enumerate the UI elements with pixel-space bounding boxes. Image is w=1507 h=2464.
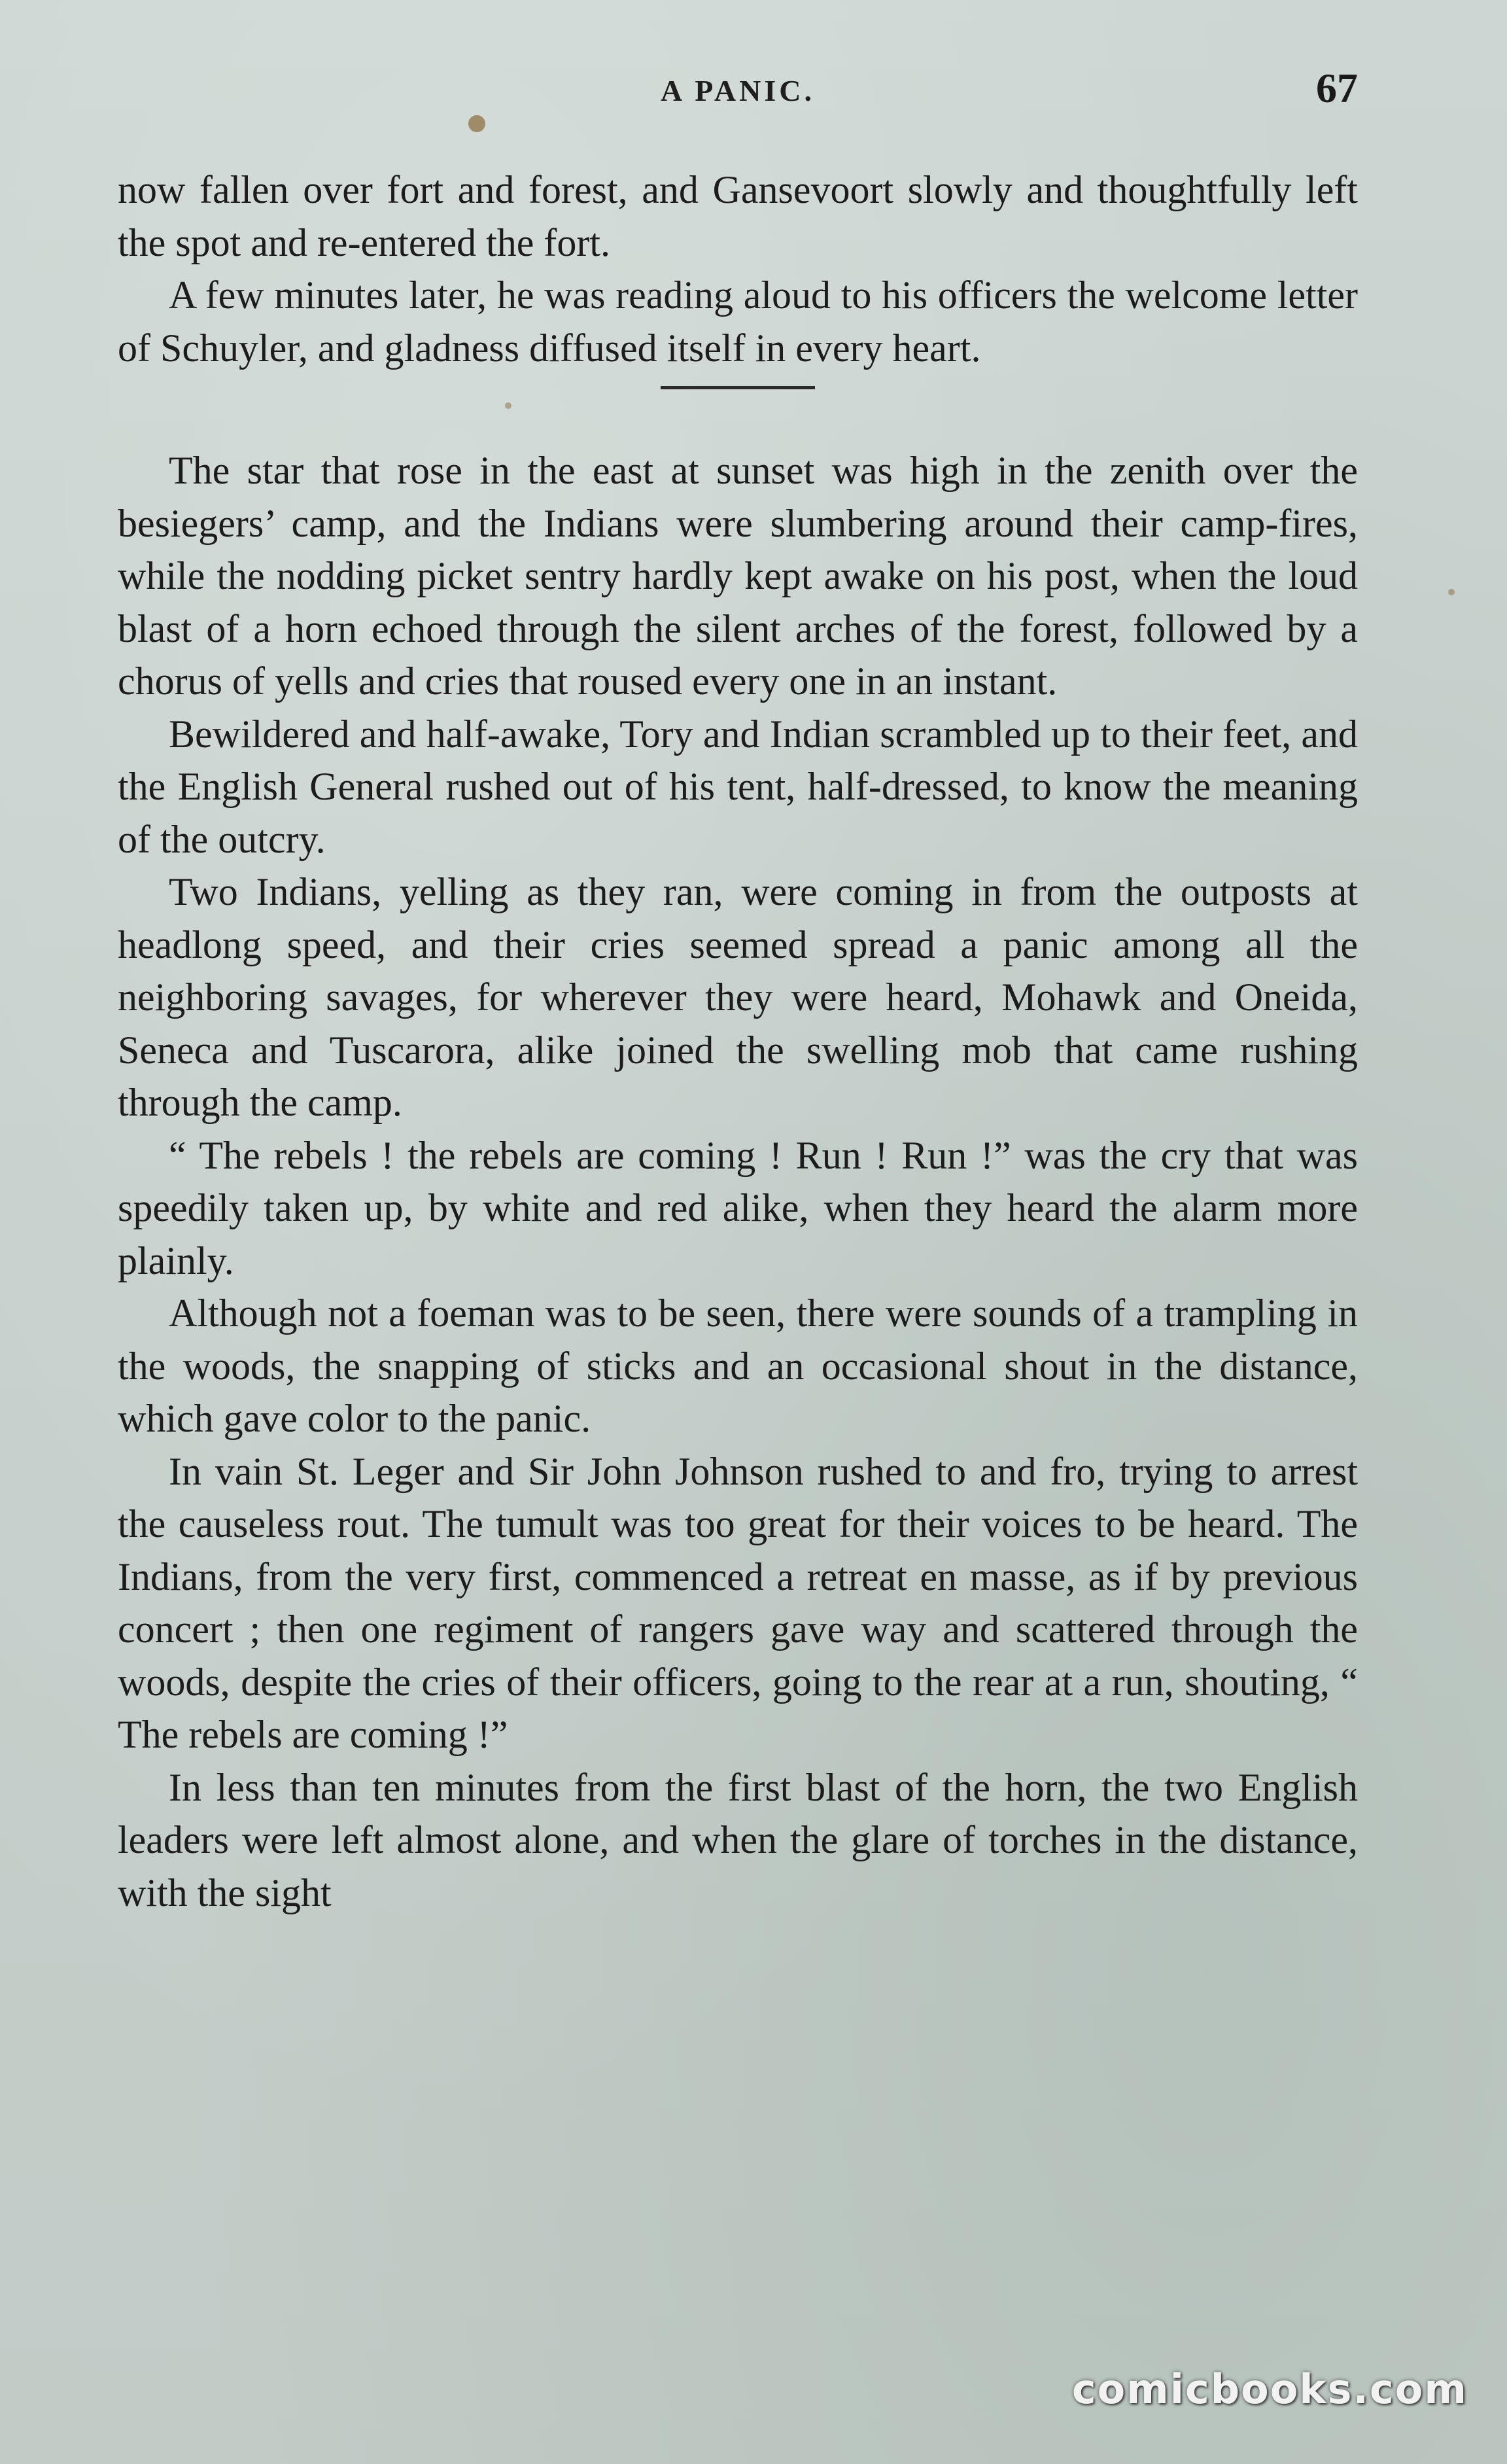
paragraph: Two Indians, yelling as they ran, were coming in from the outposts at headlong speed, and their cries seemed spread a panic among all the neighboring savages, for wherever they were heard, Mohawk and Oneida, Seneca and Tuscarora, alike joined the swelling mob that came rushing through the camp. (118, 870, 1358, 1124)
page-header (118, 60, 1358, 119)
paragraph: “ The rebels ! the rebels are coming ! Run ! Run !” was the cry that was speedily taken up, by white and red alike, when they heard the alarm more plainly. (118, 1133, 1358, 1282)
paragraph: In less than ten minutes from the first blast of the horn, the two English leaders were left almost alone, and when the glare of torches in the distance, with the sight (118, 1765, 1358, 1914)
paper-stain (468, 115, 485, 132)
paragraph: The star that rose in the east at sunset was high in the zenith over the besiegers’ camp, and the Indians were slumbering around their camp-fires, while the nodding picket sentry hardly kept awake on his post, when the loud blast of a horn echoed through the silent arches of the forest, followed by a chorus of yells and cries that roused every one in an instant. (118, 449, 1358, 703)
running-head: A PANIC. (661, 74, 815, 107)
paragraph: Although not a foeman was to be seen, there were sounds of a trampling in the woods, the snapping of sticks and an occasional shout in the distance, which gave color to the panic. (118, 1292, 1358, 1440)
paper-stain (1448, 589, 1455, 595)
paragraph: A few minutes later, he was reading aloud to his officers the welcome letter of Schuyler, and gladness diffused itself in every heart. (118, 273, 1358, 370)
paragraph: now fallen over fort and forest, and Gansevoort slowly and thoughtfully left the spot and re-entered the fort. (118, 168, 1358, 264)
section-divider (661, 386, 815, 389)
watermark-logo: comicbooks.com (1071, 2365, 1468, 2413)
page-number: 67 (1316, 65, 1358, 111)
body-text (118, 164, 1358, 1919)
paragraph: Bewildered and half-awake, Tory and Indian scrambled up to their feet, and the English General rushed out of his tent, half-dressed, to know the meaning of the outcry. (118, 712, 1358, 861)
paragraph: In vain St. Leger and Sir John Johnson rushed to and fro, trying to arrest the causeless rout. The tumult was too great for their voices to be heard. The Indians, from the very first, commenced a retreat en masse, as if by previous concert ; then one regiment of rangers gave way and scattered through the woods, despite the cries of their officers, going to the rear at a run, shouting, “ The rebels are coming !” (118, 1449, 1358, 1756)
